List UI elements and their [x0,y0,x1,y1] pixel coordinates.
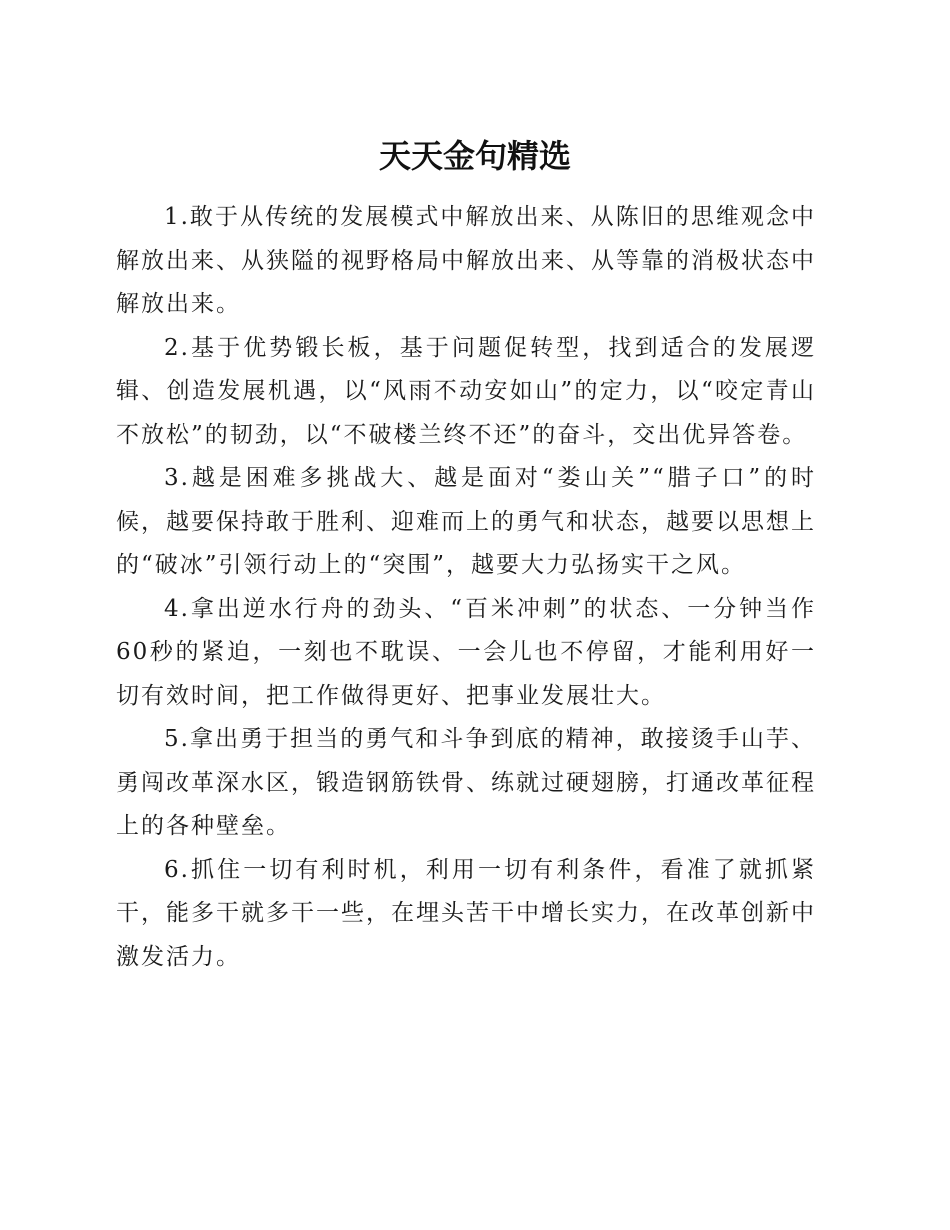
paragraph-1: 1.敢于从传统的发展模式中解放出来、从陈旧的思维观念中解放出来、从狭隘的视野格局中解放出来、从等靠的消极状态中解放出来。 [116,204,816,317]
paragraph-4: 4.拿出逆水行舟的劲头、“百米冲刺”的状态、一分钟当作60秒的紧迫，一刻也不耽误、一会儿也不停留，才能利用好一切有效时间，把工作做得更好、把事业发展壮大。 [116,595,816,709]
document-body [116,196,816,979]
paragraph-2: 2.基于优势锻长板，基于问题促转型，找到适合的发展逻辑、创造发展机遇，以“风雨不动安如山”的定力，以“咬定青山不放松”的韧劲，以“不破楼兰终不还”的奋斗，交出优异答卷。 [116,334,816,448]
paragraph-3: 3.越是困难多挑战大、越是面对“娄山关”“腊子口”的时候，越要保持敢于胜利、迎难而上的勇气和状态，越要以思想上的“破冰”引领行动上的“突围”，越要大力弘扬实干之风。 [116,465,816,578]
document-title: 天天金句精选 [378,137,571,175]
paragraph-6: 6.抓住一切有利时机，利用一切有利条件，看准了就抓紧干，能多干就多干一些，在埋头苦干中增长实力，在改革创新中激发活力。 [116,856,816,970]
paragraph-5: 5.拿出勇于担当的勇气和斗争到底的精神，敢接烫手山芋、勇闯改革深水区，锻造钢筋铁骨、练就过硬翅膀，打通改革征程上的各种壁垒。 [116,726,816,839]
